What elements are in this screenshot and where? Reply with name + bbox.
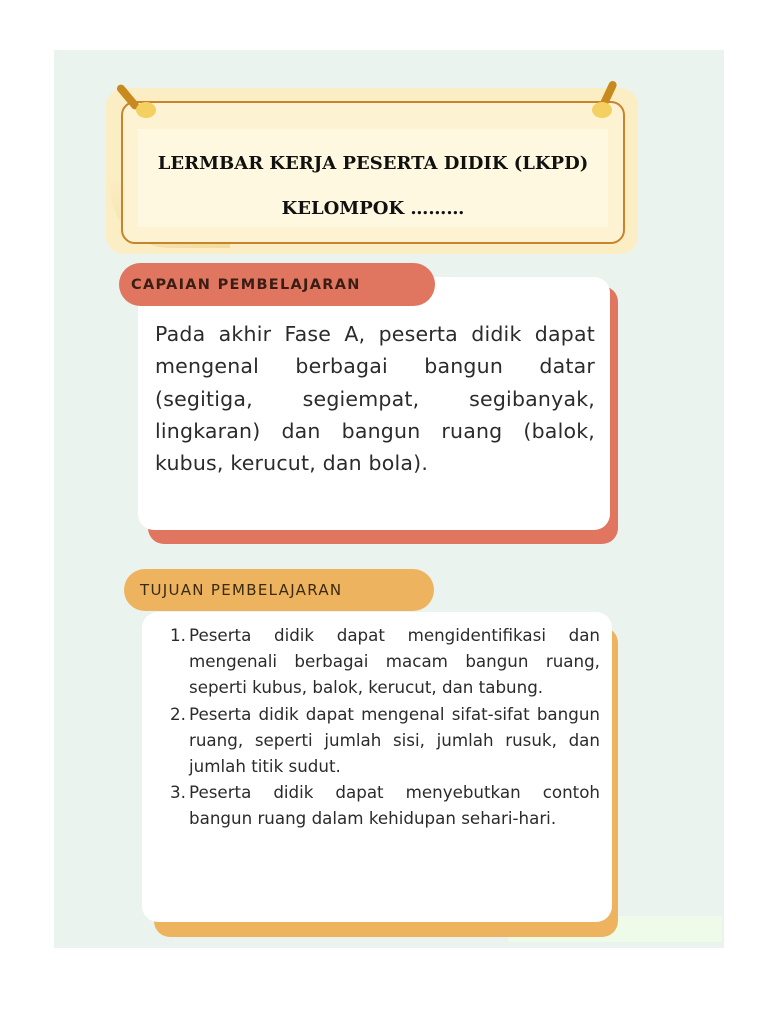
left-pin-head-icon: [136, 102, 156, 118]
list-item-text: Peserta didik dapat mengidentifikasi dan mengenali berbagai macam bangun ruang, seperti kubus, balok, kerucut, dan tabung.: [189, 625, 600, 698]
list-item-number: 3.: [170, 782, 186, 803]
tujuan-label: TUJUAN PEMBELAJARAN: [140, 581, 343, 599]
list-item-number: 1.: [170, 625, 186, 645]
group-label: KELOMPOK ………: [281, 198, 465, 219]
list-item: [170, 622, 600, 701]
page-title: LERMBAR KERJA PESERTA DIDIK (LKPD): [157, 153, 589, 174]
list-item: [170, 779, 600, 831]
list-item: [170, 701, 600, 780]
list-item-number: 2.: [170, 703, 186, 724]
list-item-text: Peserta didik dapat menyebutkan contoh bangun ruang dalam kehidupan sehari-hari.: [189, 782, 600, 829]
capaian-text: Pada akhir Fase A, peserta didik dapat mengenal berbagai bangun datar (segitiga, segiempat, segibanyak, lingkaran) dan bangun ruang (balok, kubus, kerucut, dan bola).: [155, 322, 595, 476]
tujuan-label-pill: [124, 569, 434, 611]
capaian-label: CAPAIAN PEMBELAJARAN: [131, 276, 361, 293]
capaian-label-pill: [119, 263, 435, 306]
tujuan-list: [170, 622, 600, 832]
right-pin-head-icon: [592, 102, 612, 118]
list-item-text: Peserta didik dapat mengenal sifat-sifat bangun ruang, seperti jumlah sisi, jumlah rusuk, dan jumlah titik sudut.: [189, 703, 600, 777]
